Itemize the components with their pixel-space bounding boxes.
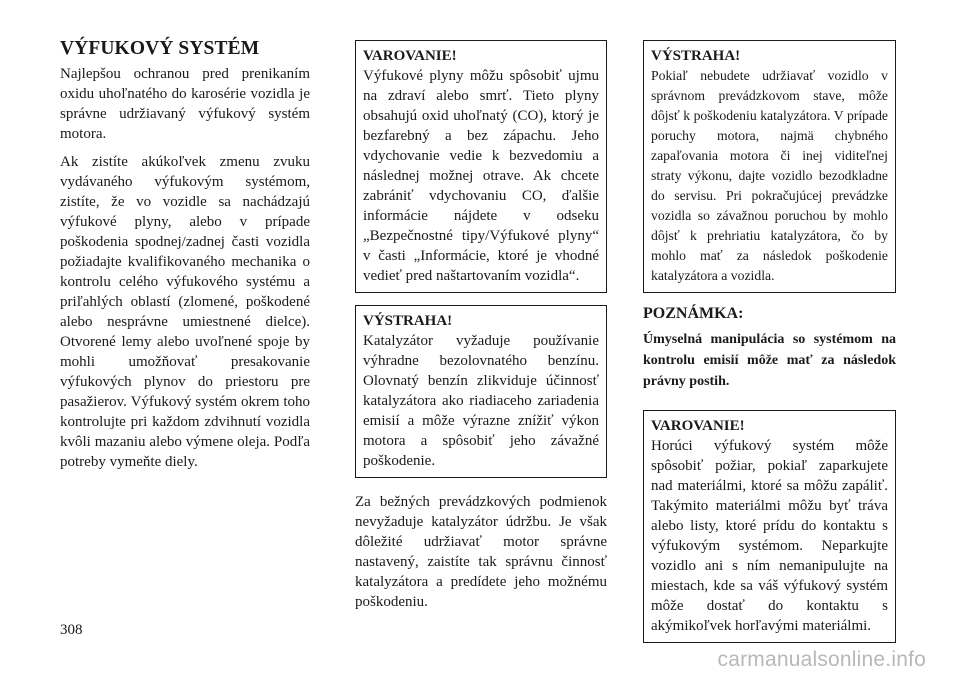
note-text: Úmyselná manipulácia so systémom na kontrolu emisií môže mať za následok právny postih. xyxy=(643,332,896,389)
warning-box-hot-exhaust xyxy=(643,410,896,643)
warning-text: Výfukové plyny môžu spôsobiť ujmu na zdraví alebo smrť. Tieto plyny obsahujú oxid uhoľnatý (CO), ktorý je bezfarebný a bez zápachu. Jeho vdychovanie vedie k bezvedomiu a následnej možnej otrave. Ak chcete zabrániť vdychovaniu CO, ďalšie informácie nájdete v odseku „Bezpečnostné tipy/Výfukové plyny“ v časti „Informácie, ktoré je vhodné vedieť pred naštartovaním vozidla“. xyxy=(363,68,599,284)
section-title: VÝFUKOVÝ SYSTÉM xyxy=(60,38,260,59)
maintenance-paragraph: Za bežných prevádzkových podmienok nevyžaduje katalyzátor údržbu. Je však dôležité udržiavať motor správne nastavený, zaistíte tak správnu činnosť katalyzátora a predídete jeho možnému poškodeniu. xyxy=(355,494,607,610)
intro-paragraph: Najlepšou ochranou pred prenikaním oxidu uhoľnatého do karosérie vozidla je správne udržiavaný výfukový systém motora. xyxy=(60,66,310,142)
inspection-paragraph: Ak zistíte akúkoľvek zmenu zvuku vydávaného výfukovým systémom, zistíte, že vo vozidle sa nachádzajú výfukové plyny, alebo v prípade poškodenia spodnej/zadnej časti vozidla požiadajte kvalifikovaného mechanika o kontrolu celého výfukového systému a priľahlých oblastí (zlomené, poškodené alebo nesprávne umiestnené dielce). Otvorené lemy alebo uvoľnené spoje by mohli umožňovať presakovanie výfukových plynov do priestoru pre pasažierov. Výfukový systém okrem toho kontrolujte pri každom zdvihnutí vozidla kvôli mazaniu alebo výmene oleja. Podľa potreby vymeňte diely. xyxy=(60,154,310,470)
warning-heading: VAROVANIE! xyxy=(651,418,745,434)
watermark: carmanualsonline.info xyxy=(717,648,926,671)
page-number: 308 xyxy=(60,622,83,638)
caution-heading: VÝSTRAHA! xyxy=(651,48,741,64)
caution-heading: VÝSTRAHA! xyxy=(363,313,453,329)
left-column xyxy=(60,0,310,480)
caution-text: Pokiaľ nebudete udržiavať vozidlo v správnom prevádzkovom stave, môže dôjsť k poškodeniu katalyzátora. V prípade poruchy motora, najmä chybného zapaľovania motora či inej viditeľnej straty výkonu, dajte vozidlo bezodkladne do servisu. Pri pokračujúcej prevádzke vozidla so závažnou poruchou by mohlo dôjsť k prehriatiu katalyzátora, čo by mohlo mať za následok poškodenie katalyzátora a vozidla. xyxy=(651,68,888,283)
warning-text: Horúci výfukový systém môže spôsobiť požiar, pokiaľ zaparkujete nad materiálmi, ktoré sa môžu zapáliť. Takýmito materiálmi môžu byť tráva alebo listy, ktoré prídu do kontaktu s výfukovým systémom. Neparkujte vozidlo ani s ním nemanipulujte na miestach, kde sa váš výfukový systém môže dostať do kontaktu s akýmikoľvek horľavými materiálmi. xyxy=(651,438,888,634)
warning-heading: VAROVANIE! xyxy=(363,48,457,64)
caution-box-unleaded-fuel xyxy=(355,305,607,478)
right-column xyxy=(643,0,896,643)
middle-column xyxy=(355,0,607,620)
caution-text: Katalyzátor vyžaduje používanie výhradne bezolovnatého benzínu. Olovnatý benzín zlikviduje účinnosť katalyzátora ako riadiaceho zariadenia emisií a môže výrazne znížiť výkon motora a spôsobiť jeho závažné poškodenie. xyxy=(363,333,599,469)
note-heading: POZNÁMKA: xyxy=(643,305,744,322)
caution-box-catalyst-damage xyxy=(643,40,896,293)
warning-box-exhaust-gas xyxy=(355,40,607,293)
